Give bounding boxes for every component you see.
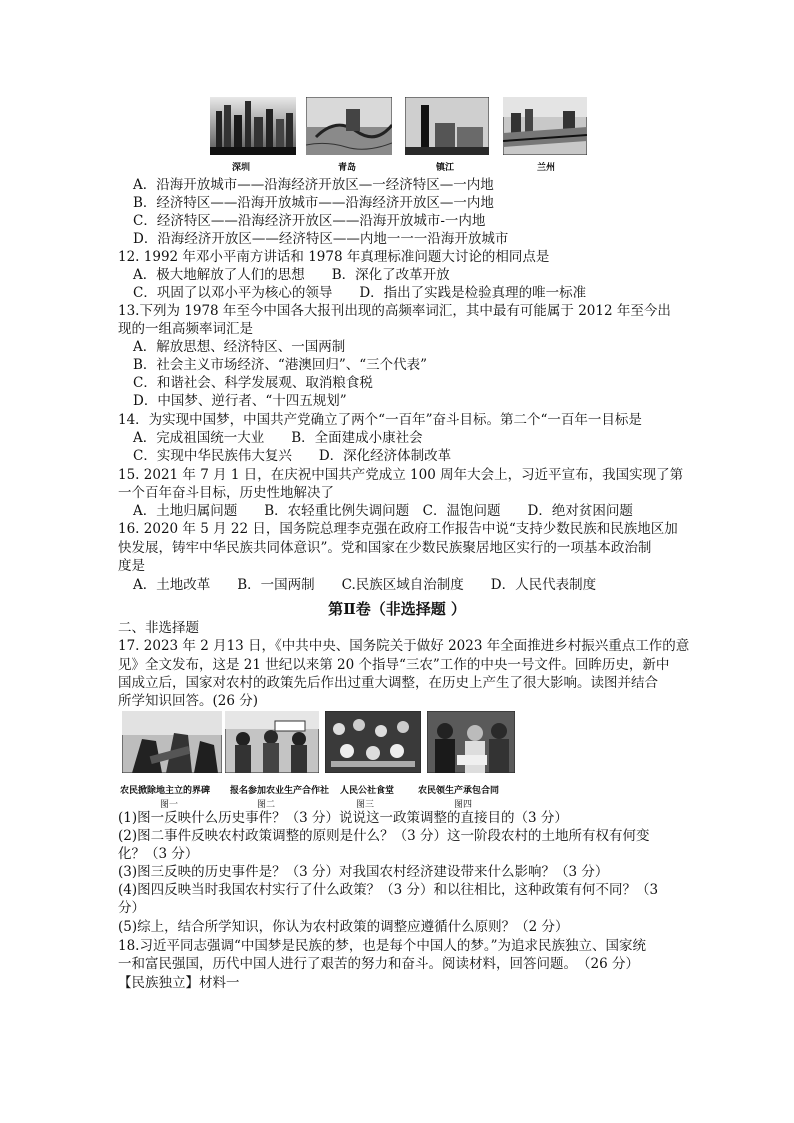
lanzhou-photo (503, 97, 587, 155)
q11-option-a: A．沿海开放城市——沿海经济开放区—一经济特区—一内地 (133, 177, 494, 193)
figure-1-caption: 农民掀除地主立的界碑 (120, 786, 211, 796)
q11-option-d: D．沿海经济开放区——经济特区——内地一一一沿海开放城市 (133, 231, 509, 247)
q13-option-b: B．社会主义市场经济、“港澳回归”、“三个代表” (133, 357, 428, 373)
q16-stem-3: 度是 (118, 558, 145, 574)
zhenjiang-photo (405, 97, 489, 155)
q14-stem: 14．为实现中国梦，中国共产党确立了两个“一百年”奋斗目标。第二个“一百年一目标是 (118, 412, 642, 428)
q16-options: A．土地改革 B．一国两制 C.民族区域自治制度 D．人民代表制度 (133, 577, 597, 593)
q16-stem-2: 快发展，铸牢中华民族共同体意识”。党和国家在少数民族聚居地区实行的一项基本政治制 (118, 540, 652, 556)
q13-stem-2: 现的一组高频率词汇是 (118, 321, 253, 337)
qingdao-photo (306, 97, 392, 155)
figure-4-label: 图四 (454, 800, 473, 810)
q14-options-cd: C．实现中华民族伟大复兴 D．深化经济体制改革 (133, 448, 452, 464)
q18-stem-2: 一和富民强国，历代中国人进行了艰苦的努力和奋斗。阅读材料，回答问题。 （26 分） (118, 956, 639, 972)
q17-sub-3: (3)图三反映的历史事件是？（3 分）对我国农村经济建设带来什么影响？（3 分） (118, 864, 609, 880)
figure-3-photo (325, 711, 421, 773)
figure-1-label: 图一 (160, 800, 179, 810)
q17-stem-2: 见》全文发布，这是 21 世纪以来第 20 个指导“三农”工作的中央一号文件。回眸历史，新中 (118, 657, 670, 673)
section-title: 第Ⅱ卷（非选择题 ） (328, 600, 466, 618)
q17-sub-2b: 化？（3 分） (118, 846, 199, 862)
q17-stem-4: 所学知识回答。(26 分) (118, 693, 259, 709)
q15-stem-2: 一个百年奋斗目标，历史性地解决了 (118, 485, 334, 501)
q15-options: A．土地归属问题 B．农轻重比例失调问题 C．温饱问题 D．绝对贫困问题 (133, 503, 633, 519)
q15-stem-1: 15. 2021 年 7 月 1 日，在庆祝中国共产党成立 100 周年大会上，习近平宣布，我国实现了第 (118, 467, 684, 483)
q17-sub-1: (1)图一反映什么历史事件？（3 分）说说这一政策调整的直接目的（3 分） (118, 810, 568, 826)
q13-stem-1: 13.下列为 1978 年至今中国各大报刊出现的高频率词汇，其中最有可能属于 2012 年至今出 (118, 303, 671, 319)
figure-3-label: 图三 (356, 800, 375, 810)
q11-option-b: B．经济特区——沿海开放城市——沿海经济开放区—一内地 (133, 195, 494, 211)
figure-2-label: 图二 (257, 800, 276, 810)
caption-zhenjiang: 镇江 (436, 163, 455, 173)
q17-sub-5: (5)综上，结合所学知识，你认为农村政策的调整应遵循什么原则？（2 分） (118, 919, 569, 935)
q13-option-c: C．和谐社会、科学发展观、取消粮食税 (133, 375, 373, 391)
q17-stem-1: 17. 2023 年 2 月13 日，《中共中央、国务院关于做好 2023 年全面推进乡村振兴重点工作的意 (118, 638, 690, 654)
caption-qingdao: 青岛 (338, 163, 357, 173)
q14-options-ab: A．完成祖国统一大业 B．全面建成小康社会 (133, 430, 423, 446)
caption-shenzhen: 深圳 (232, 163, 251, 173)
figure-4-caption: 农民领生产承包合同 (418, 786, 500, 796)
q17-sub-2a: (2)图二事件反映农村政策调整的原则是什么？（3 分）这一阶段农村的土地所有权有何变 (118, 828, 650, 844)
q13-option-d: D．中国梦、逆行者、“十四五规划” (133, 393, 347, 409)
figure-2-caption: 报名参加农业生产合作社 (230, 786, 330, 796)
q18-stem-3: 【民族独立】材料一 (118, 975, 240, 991)
figure-2-photo (225, 711, 319, 773)
q11-option-c: C．经济特区——沿海经济开放区——沿海开放城市-一内地 (133, 213, 486, 229)
q13-option-a: A．解放思想、经济特区、一国两制 (133, 339, 346, 355)
figure-4-photo (427, 711, 515, 773)
q17-stem-3: 国成立后，国家对农村的政策先后作出过重大调整，在历史上产生了很大影响。读图并结合 (118, 675, 658, 691)
part2-heading: 二、非选择题 (118, 620, 199, 636)
caption-lanzhou: 兰州 (537, 163, 556, 173)
q17-sub-4b: 分） (118, 900, 145, 916)
shenzhen-photo (210, 97, 296, 155)
q17-sub-4a: (4)图四反映当时我国农村实行了什么政策？（3 分）和以往相比，这种政策有何不同？（3 (118, 882, 659, 898)
figure-1-photo (122, 711, 222, 773)
q18-stem-1: 18.习近平同志强调“中国梦是民族的梦，也是每个中国人的梦。”为追求民族独立、国家统 (118, 938, 647, 954)
q12-stem: 12. 1992 年邓小平南方讲话和 1978 年真理标准问题大讨论的相同点是 (118, 249, 550, 265)
figure-3-caption: 人民公社食堂 (340, 786, 395, 796)
q16-stem-1: 16. 2020 年 5 月 22 日，国务院总理李克强在政府工作报告中说“支持少数民族和民族地区加 (118, 521, 678, 537)
q12-options-ab: A．极大地解放了人们的思想 B．深化了改革开放 (133, 267, 450, 283)
q12-options-cd: C．巩固了以邓小平为核心的领导 D．指出了实践是检验真理的唯一标准 (133, 285, 587, 301)
